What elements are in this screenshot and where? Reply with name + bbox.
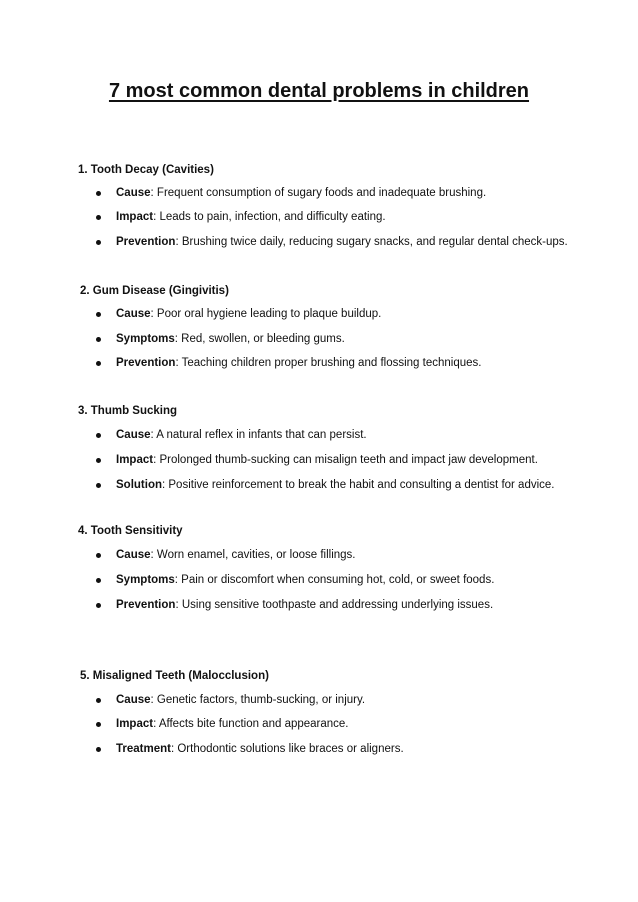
bullet-icon xyxy=(96,312,101,317)
item-text: : Genetic factors, thumb-sucking, or injury. xyxy=(150,694,366,706)
list-item xyxy=(0,332,638,348)
list-item xyxy=(0,717,638,733)
item-text: : Teaching children proper brushing and flossing techniques. xyxy=(175,357,482,369)
item-text: : Affects bite function and appearance. xyxy=(153,718,349,730)
bullet-icon xyxy=(96,698,101,703)
bullet-icon xyxy=(96,191,101,196)
list-item xyxy=(0,186,638,202)
list-item xyxy=(0,548,638,564)
item-label: Cause xyxy=(116,187,151,199)
list-item xyxy=(0,453,638,469)
list-item xyxy=(0,573,638,589)
bullet-icon xyxy=(96,603,101,608)
item-label: Cause xyxy=(116,429,151,441)
bullet-icon xyxy=(96,433,101,438)
bullet-icon xyxy=(96,578,101,583)
list-item xyxy=(0,356,638,372)
item-text: : Red, swollen, or bleeding gums. xyxy=(174,333,345,345)
list-item xyxy=(0,742,638,758)
section-heading: 2. Gum Disease (Gingivitis) xyxy=(80,285,229,297)
item-text: : Worn enamel, cavities, or loose fillings. xyxy=(150,549,356,561)
list-item xyxy=(0,307,638,323)
item-text: : Prolonged thumb-sucking can misalign teeth and impact jaw development. xyxy=(153,454,538,466)
bullet-icon xyxy=(96,747,101,752)
item-label: Cause xyxy=(116,549,151,561)
bullet-icon xyxy=(96,722,101,727)
item-label: Impact xyxy=(116,454,154,466)
section-heading: 1. Tooth Decay (Cavities) xyxy=(78,164,214,176)
bullet-icon xyxy=(96,215,101,220)
item-text: : Leads to pain, infection, and difficulty eating. xyxy=(153,211,386,223)
item-text: : Pain or discomfort when consuming hot, cold, or sweet foods. xyxy=(174,574,495,586)
page-title: 7 most common dental problems in children xyxy=(108,80,530,102)
bullet-icon xyxy=(96,553,101,558)
list-item xyxy=(0,428,638,444)
item-label: Cause xyxy=(116,694,151,706)
item-text: : Using sensitive toothpaste and addressing underlying issues. xyxy=(175,599,494,611)
list-item xyxy=(0,235,638,251)
item-label: Symptoms xyxy=(116,574,175,586)
item-text: : Frequent consumption of sugary foods and inadequate brushing. xyxy=(150,187,487,199)
item-label: Symptoms xyxy=(116,333,175,345)
bullet-icon xyxy=(96,337,101,342)
item-label: Solution xyxy=(116,479,162,491)
item-text: : A natural reflex in infants that can persist. xyxy=(150,429,367,441)
list-item xyxy=(0,478,638,494)
item-text: : Brushing twice daily, reducing sugary snacks, and regular dental check-ups. xyxy=(175,236,568,248)
item-label: Prevention xyxy=(116,357,176,369)
item-text: : Positive reinforcement to break the habit and consulting a dentist for advice. xyxy=(162,479,555,491)
item-label: Impact xyxy=(116,211,154,223)
item-label: Cause xyxy=(116,308,151,320)
list-item xyxy=(0,598,638,614)
bullet-icon xyxy=(96,458,101,463)
section-heading: 5. Misaligned Teeth (Malocclusion) xyxy=(80,670,269,682)
bullet-icon xyxy=(96,361,101,366)
section-heading: 4. Tooth Sensitivity xyxy=(78,525,183,537)
item-label: Impact xyxy=(116,718,154,730)
item-text: : Orthodontic solutions like braces or aligners. xyxy=(170,743,404,755)
item-label: Prevention xyxy=(116,599,176,611)
bullet-icon xyxy=(96,240,101,245)
item-text: : Poor oral hygiene leading to plaque buildup. xyxy=(150,308,382,320)
bullet-icon xyxy=(96,483,101,488)
list-item xyxy=(0,693,638,709)
item-label: Prevention xyxy=(116,236,176,248)
list-item xyxy=(0,210,638,226)
section-heading: 3. Thumb Sucking xyxy=(78,405,178,417)
item-label: Treatment xyxy=(116,743,171,755)
